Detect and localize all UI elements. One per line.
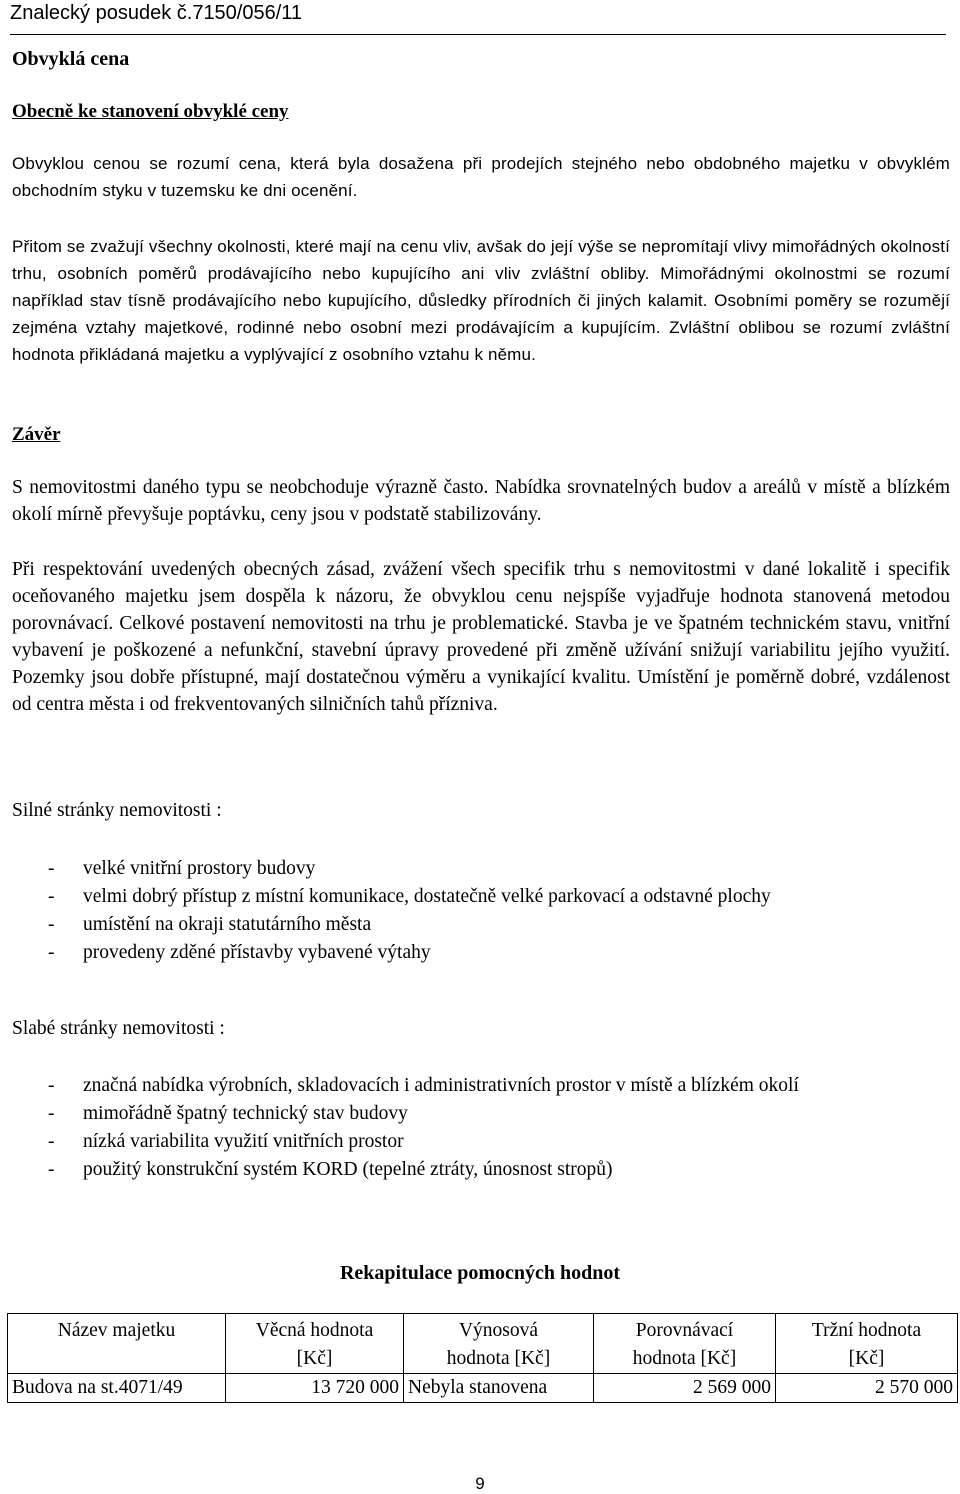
- weaknesses-list: [12, 1072, 950, 1184]
- weaknesses-list-container: [12, 1072, 950, 1184]
- strengths-title: Silné stránky nemovitosti :: [12, 800, 222, 821]
- weaknesses-title: Slabé stránky nemovitosti :: [12, 1018, 225, 1039]
- conclusion-paragraph-assessment: Při respektování uvedených obecných zásad, zvážení všech specifik trhu s nemovitostmi v dané lokalitě i specifik oceňovaného majetku jsem dospěla k názoru, že obvyklou cenu nejspíše vyjadřuje hodnota stanovená metodou porovnávací. Celkové postavení nemovitosti na trhu je problematické. Stavba je ve špatném technickém stavu, vnitřní vybavení je poškozené a nefunkční, stavební úpravy provedené při změně užívání snižují variabilitu jejího využití. Pozemky jsou dobře přístupné, mají dostatečnou výměru a vynikající kvalitu. Umístění je poměrně dobré, vzdálenost od centra města i od frekventovaných silničních tahů přízniva.: [12, 559, 950, 715]
- dash-bullet: -: [48, 1103, 55, 1124]
- dash-bullet: -: [48, 1075, 55, 1096]
- dash-bullet: -: [48, 1159, 55, 1180]
- dash-bullet: -: [48, 886, 55, 907]
- header-cell-market-value: Tržní hodnota [Kč]: [776, 1314, 958, 1374]
- list-item: - velmi dobrý přístup z místní komunikace, dostatečně velké parkovací a odstavné plochy: [12, 883, 950, 911]
- cell-market-value: 2 570 000: [776, 1374, 958, 1403]
- table-row: [8, 1374, 958, 1403]
- recap-table-title: Rekapitulace pomocných hodnot: [339, 1262, 621, 1284]
- strengths-list: [12, 855, 950, 967]
- dash-bullet: -: [48, 1131, 55, 1152]
- conclusion-paragraph-market: S nemovitostmi daného typu se neobchoduje výrazně často. Nabídka srovnatelných budov a areálů v místě a blízkém okolí mírně převyšuje poptávku, ceny jsou v podstatě stabilizovány.: [12, 477, 950, 525]
- list-item: - mimořádně špatný technický stav budovy: [12, 1100, 950, 1128]
- header-cell-comparative-value: Porovnávací hodnota [Kč]: [594, 1314, 776, 1374]
- strengths-list-container: [12, 855, 950, 967]
- page-number: 9: [475, 1474, 485, 1493]
- header-cell-income-value: Výnosová hodnota [Kč]: [404, 1314, 594, 1374]
- list-item: - umístění na okraji statutárního města: [12, 911, 950, 939]
- table-header-row: [8, 1314, 958, 1374]
- dash-bullet: -: [48, 914, 55, 935]
- header-cell-asset-name: Název majetku: [8, 1314, 226, 1374]
- header-divider: [10, 34, 946, 35]
- cell-comparative-value: 2 569 000: [594, 1374, 776, 1403]
- header-cell-material-value: Věcná hodnota [Kč]: [226, 1314, 404, 1374]
- list-item: - použitý konstrukční systém KORD (tepelné ztráty, únosnost stropů): [12, 1156, 950, 1184]
- list-item: - velké vnitřní prostory budovy: [12, 855, 950, 883]
- conclusion-title: Závěr: [12, 424, 61, 445]
- dash-bullet: -: [48, 858, 55, 879]
- recap-table: [7, 1313, 958, 1403]
- dash-bullet: -: [48, 942, 55, 963]
- list-item: - značná nabídka výrobních, skladovacích i administrativních prostor v místě a blízkém okolí: [12, 1072, 950, 1100]
- cell-material-value: 13 720 000: [226, 1374, 404, 1403]
- section-title: Obvyklá cena: [12, 48, 130, 70]
- paragraph-definition: Obvyklou cenou se rozumí cena, která byla dosažena při prodejích stejného nebo obdobného majetku v obvyklém obchodním styku v tuzemsku ke dni ocenění.: [12, 154, 950, 200]
- list-item: - provedeny zděné přístavby vybavené výtahy: [12, 939, 950, 967]
- cell-asset-name: Budova na st.4071/49: [8, 1374, 226, 1403]
- subsection-title: Obecně ke stanovení obvyklé ceny: [12, 101, 289, 122]
- cell-income-value: Nebyla stanovena: [404, 1374, 594, 1403]
- list-item: - nízká variabilita využití vnitřních prostor: [12, 1128, 950, 1156]
- paragraph-circumstances: Přitom se zvažují všechny okolnosti, které mají na cenu vliv, avšak do její výše se nepromítají vlivy mimořádných okolností trhu, osobních poměrů prodávajícího nebo kupujícího ani vliv zvláštní obliby. Mimořádnými okolnostmi se rozumí například stav tísně prodávajícího nebo kupujícího, důsledky přírodních či jiných kalamit. Osobními poměry se rozumějí zejména vztahy majetkové, rodinné nebo osobní mezi prodávajícím a kupujícím. Zvláštní oblibou se rozumí zvláštní hodnota přikládaná majetku a vyplývající z osobního vztahu k němu.: [12, 237, 950, 364]
- document-header-title: Znalecký posudek č.7150/056/11: [10, 2, 303, 24]
